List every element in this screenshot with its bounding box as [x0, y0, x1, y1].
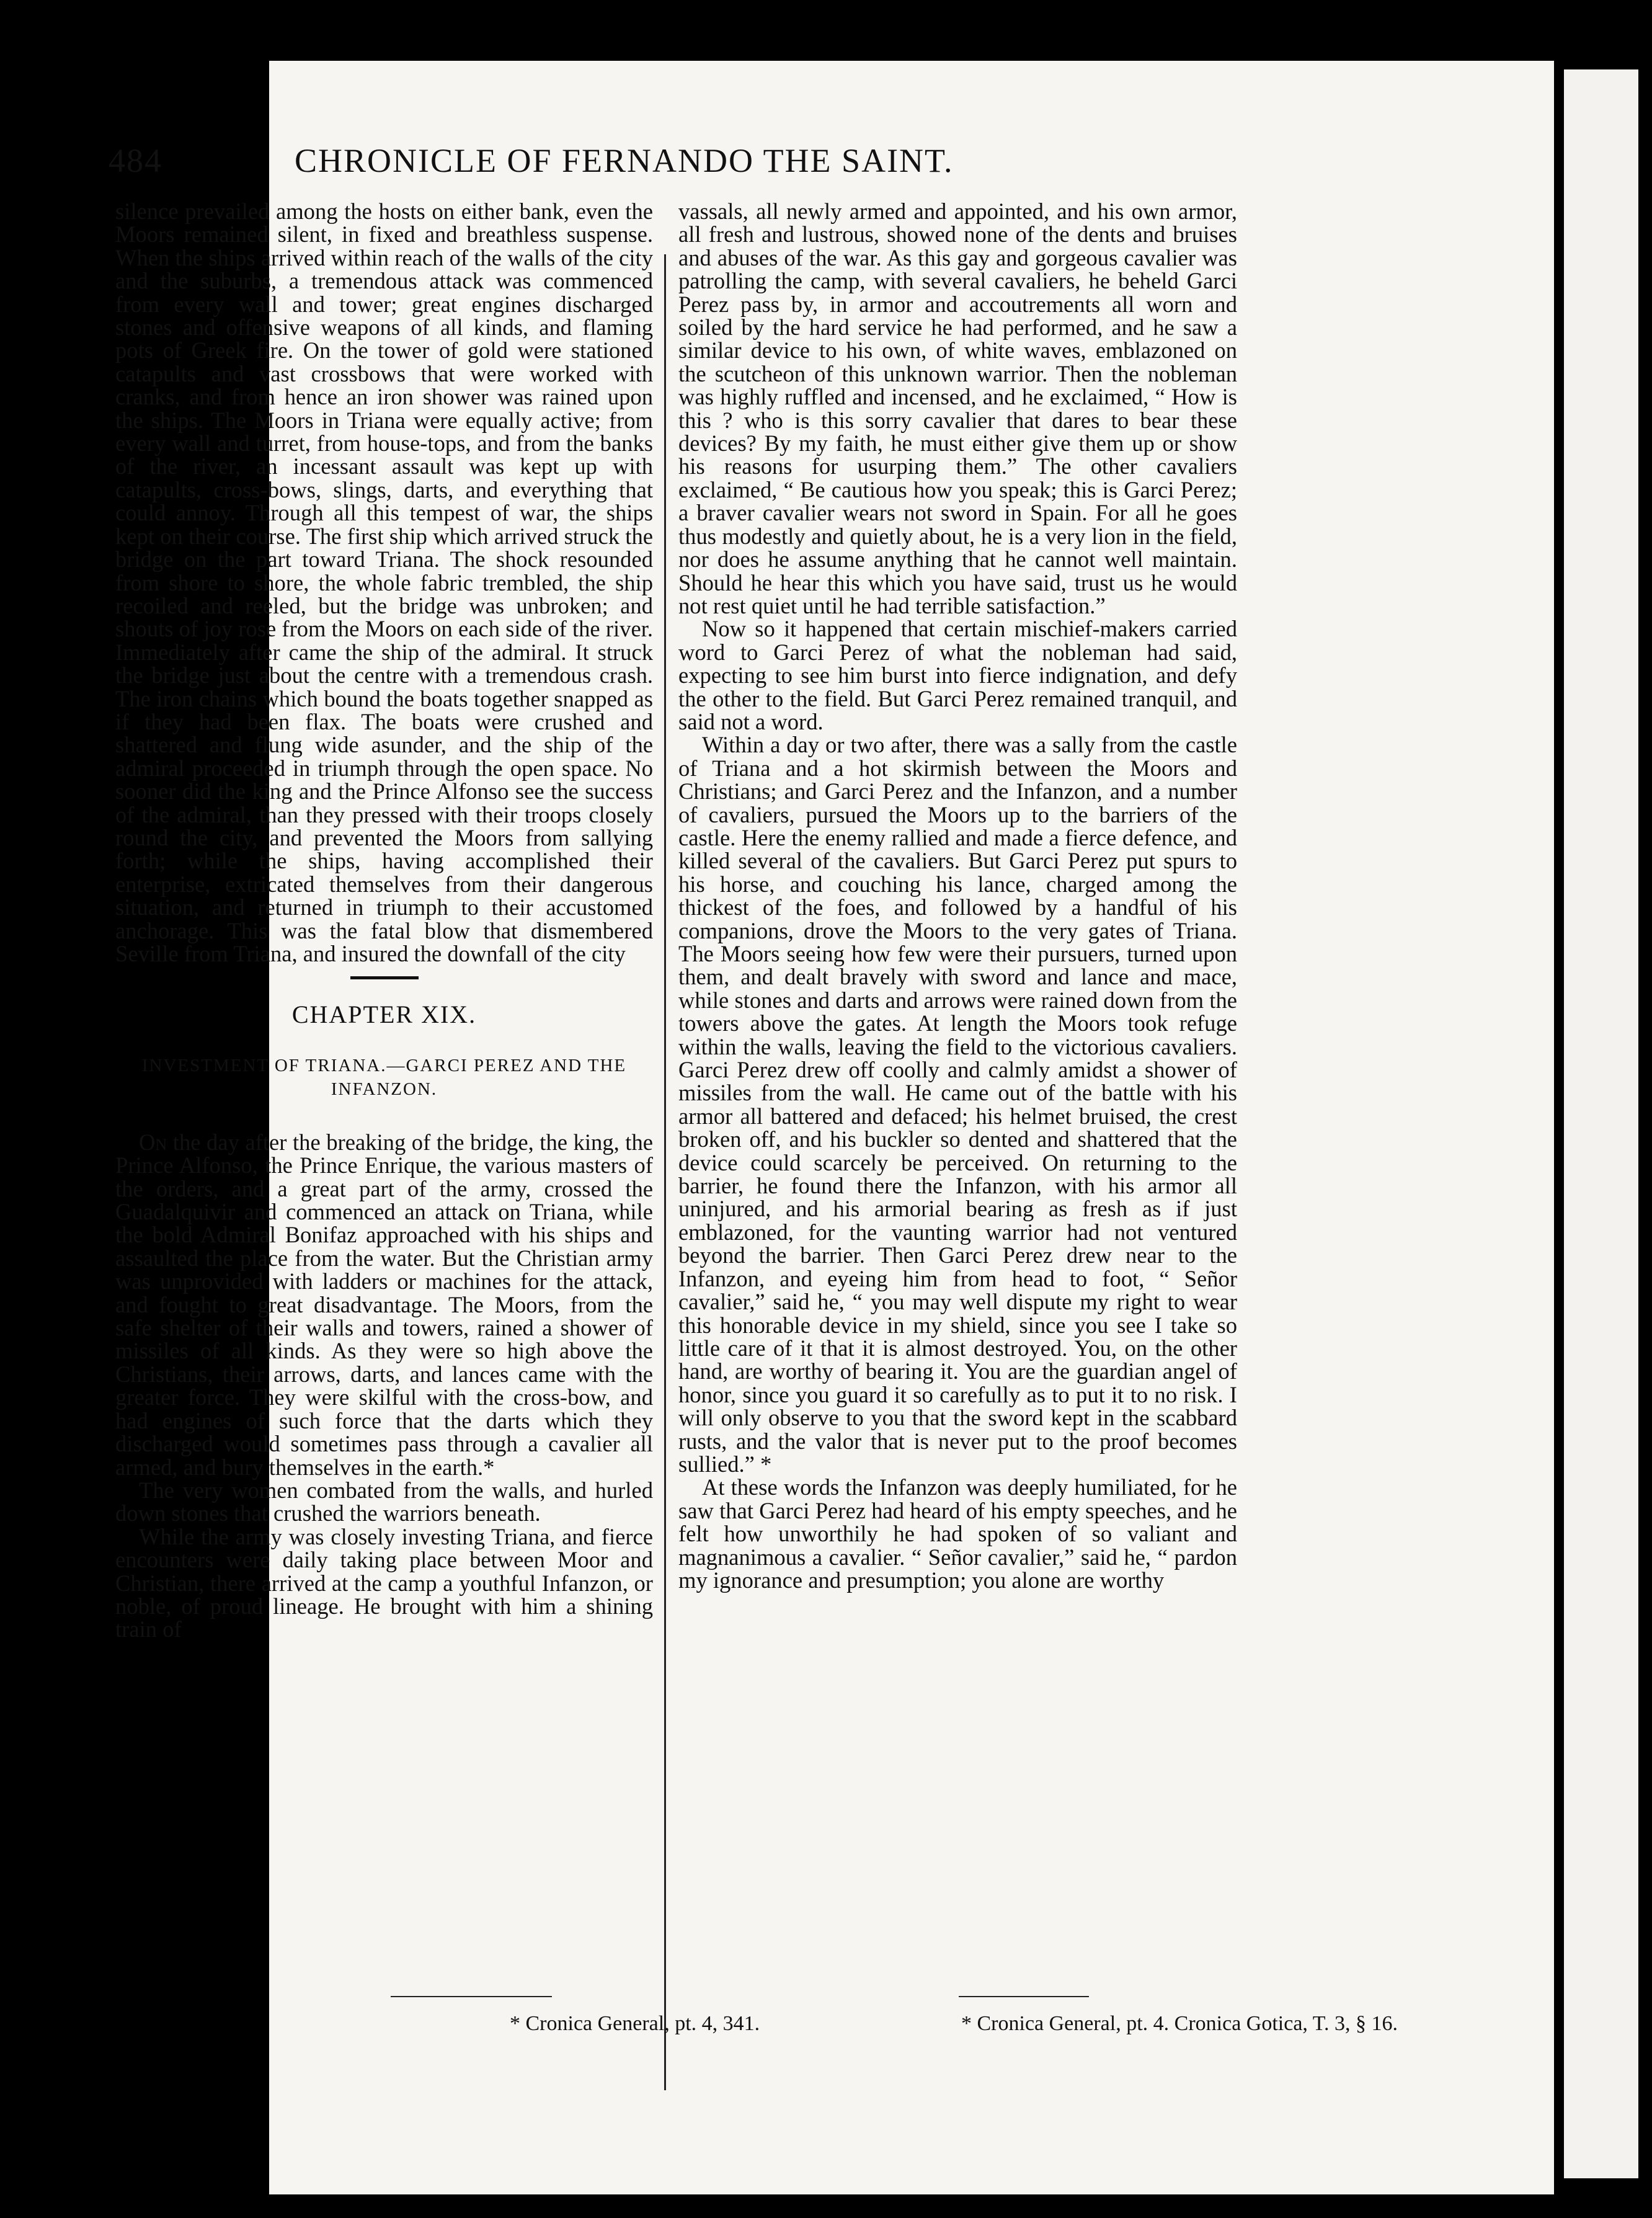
column-divider — [664, 254, 666, 2090]
chapter-subheading: INVESTMENT OF TRIANA.—GARCI PEREZ AND THE INFANZON. — [141, 1055, 627, 1099]
right-paragraph-2: Now so it happened that certain mischief-makers carried word to Garci Perez of what the nobleman had said, expecting to see him burst into fierce indignation, and defy the other to the field. But Garci Perez remained tranquil, and said not a word. — [678, 616, 1237, 734]
right-footnote-rule — [959, 1996, 1089, 1997]
page-number: 484 — [109, 142, 162, 179]
running-header — [109, 141, 1262, 197]
right-column — [678, 200, 1237, 1998]
left-paragraph-1: silence prevailed among the hosts on either bank, even the Moors remained silent, in fixed and breathless suspense. When the ships arrived within reach of the walls of the city and the suburbs, a tremendous attack was commenced from every wall and tower; great engines discharged stones and offensive weapons of all kinds, and flaming pots of Greek fire. On the tower of gold were stationed catapults and vast crossbows that were worked with cranks, and from hence an iron shower was rained upon the ships. The Moors in Triana were equally active; from every wall and turret, from house-tops, and from the banks of the river, an incessant assault was kept up with catapults, cross-bows, slings, darts, and everything that could annoy. Through all this tempest of war, the ships kept on their course. The first ship which arrived struck the bridge on the part toward Triana. The shock resounded from shore to shore, the whole fabric trembled, the ship recoiled and reeled, but the bridge was unbroken; and shouts of joy rose from the Moors on each side of the river. Immediately after came the ship of the admiral. It struck the bridge just about the centre with a tremendous crash. The iron chains which bound the boats together snapped as if they had been flax. The boats were crushed and shattered and flung wide asunder, and the ship of the admiral proceeded in triumph through the open space. No sooner did the king and the Prince Alfonso see the success of the admiral, than they pressed with their troops closely round the city, and prevented the Moors from sallying forth; while the ships, having accomplished their enterprise, extricated themselves from their dangerous situation, and returned in triumph to their accustomed anchorage. This was the fatal blow that dismembered Seville from Triana, and insured the downfall of the city — [115, 200, 653, 966]
left-paragraph-3: The very women combated from the walls, and hurled down stones that crushed the warriors beneath. — [115, 1477, 653, 1526]
adjacent-page-edge — [1564, 69, 1638, 2178]
left-paragraph-2-text: the day after the breaking of the bridge, the king, the Prince Alfonso, the Prince Enrique, the various masters of the orders, and a great part of the army, crossed the Guadalquivir and commenced an attack on Triana, while the bold Admiral Bonifaz approached with his ships and assaulted the place from the water. But the Christian army was unprovided with ladders or machines for the attack, and fought to great disadvantage. The Moors, from the safe shelter of their walls and towers, rained a shower of missiles of all kinds. As they were so high above the Christians, their arrows, darts, and lances came with the greater force. They were skilful with the cross-bow, and had engines of such force that the darts which they discharged would sometimes pass through a cavalier all armed, and bury themselves in the earth.* — [115, 1129, 653, 1480]
right-paragraph-3: Within a day or two after, there was a sally from the castle of Triana and a hot skirmish between the Moors and Christians; and Garci Perez and the Infanzon, and a number of cavaliers, pursued the Moors up to the barriers of the castle. Here the enemy rallied and made a fierce defence, and killed several of the cavaliers. But Garci Perez put spurs to his horse, and couching his lance, charged among the thickest of the foes, and followed by a handful of his companions, drove the Moors to the very gates of Triana. The Moors seeing how few were their pursuers, turned upon them, and dealt bravely with sword and lance and mace, while stones and darts and arrows were rained down from the towers above the gates. At length the Moors took refuge within the walls, leaving the field to the victorious cavaliers. Garci Perez drew off coolly and calmly amidst a shower of missiles from the wall. He came out of the battle with his armor all battered and defaced; his helmet bruised, the crest broken off, and his buckler so dented and shattered that the device could scarcely be perceived. On returning to the barrier, he found there the Infanzon, with his armor all uninjured, and his armorial bearing as fresh as if just emblazoned, for the vaunting warrior had not ventured beyond the barrier. Then Garci Perez drew near to the Infanzon, and eyeing him from head to foot, “ Señor cavalier,” said he, “ you may well dispute my right to wear this honorable device in my shield, since you see I take so little care of it that it is almost destroyed. You, on the other hand, are worthy of bearing it. You are the guardian angel of honor, since you guard it so carefully as to put it to no risk. I will only observe to you that the sword kept in the scabbard rusts, and the valor that is never put to the proof becomes sullied.” * — [678, 732, 1237, 1477]
chapter-rule — [350, 976, 419, 979]
drop-word: On — [139, 1129, 167, 1155]
left-paragraph-4: While the army was closely investing Triana, and fierce encounters were daily taking place between Moor and Christian, there arrived at the camp a youthful Infanzon, or noble, of proud lineage. He brought with him a shining train of — [115, 1523, 653, 1642]
left-paragraph-2 — [115, 1131, 653, 1479]
left-column — [115, 200, 653, 1998]
left-footnote-rule — [391, 1996, 552, 1997]
right-paragraph-4: At these words the Infanzon was deeply humiliated, for he saw that Garci Perez had heard of his empty speeches, and he felt how unworthily he had spoken of so valiant and magnanimous a cavalier. “ Señor cavalier,” said he, “ pardon my ignorance and presumption; you alone are worthy — [678, 1474, 1237, 1593]
right-footnote: * Cronica General, pt. 4. Cronica Gotica, T. 3, § 16. — [961, 2012, 1398, 2035]
right-paragraph-1: vassals, all newly armed and appointed, and his own armor, all fresh and lustrous, showed none of the dents and bruises and abuses of the war. As this gay and gorgeous cavalier was patrolling the camp, with several cavaliers, he beheld Garci Perez pass by, in armor and accoutrements all worn and soiled by the hard service he had performed, and he saw a similar device to his own, of white waves, emblazoned on the scutcheon of this unknown warrior. Then the nobleman was highly ruffled and incensed, and he exclaimed, “ How is this ? who is this sorry cavalier that dares to bear these devices? By my faith, he must either give them up or show his reasons for usurping them.” The other cavaliers exclaimed, “ Be cautious how you speak; this is Garci Perez; a braver cavalier wears not sword in Spain. For all he goes thus modestly and quietly about, he is a very lion in the field, nor does he assume anything that he cannot well maintain. Should he hear this which you have said, trust us he would not rest quiet until he had terrible satisfaction.” — [678, 200, 1237, 618]
chapter-heading: CHAPTER XIX. — [291, 1000, 477, 1029]
running-title: CHRONICLE OF FERNANDO THE SAINT. — [295, 142, 954, 179]
left-footnote: * Cronica General, pt. 4, 341. — [510, 2012, 760, 2035]
